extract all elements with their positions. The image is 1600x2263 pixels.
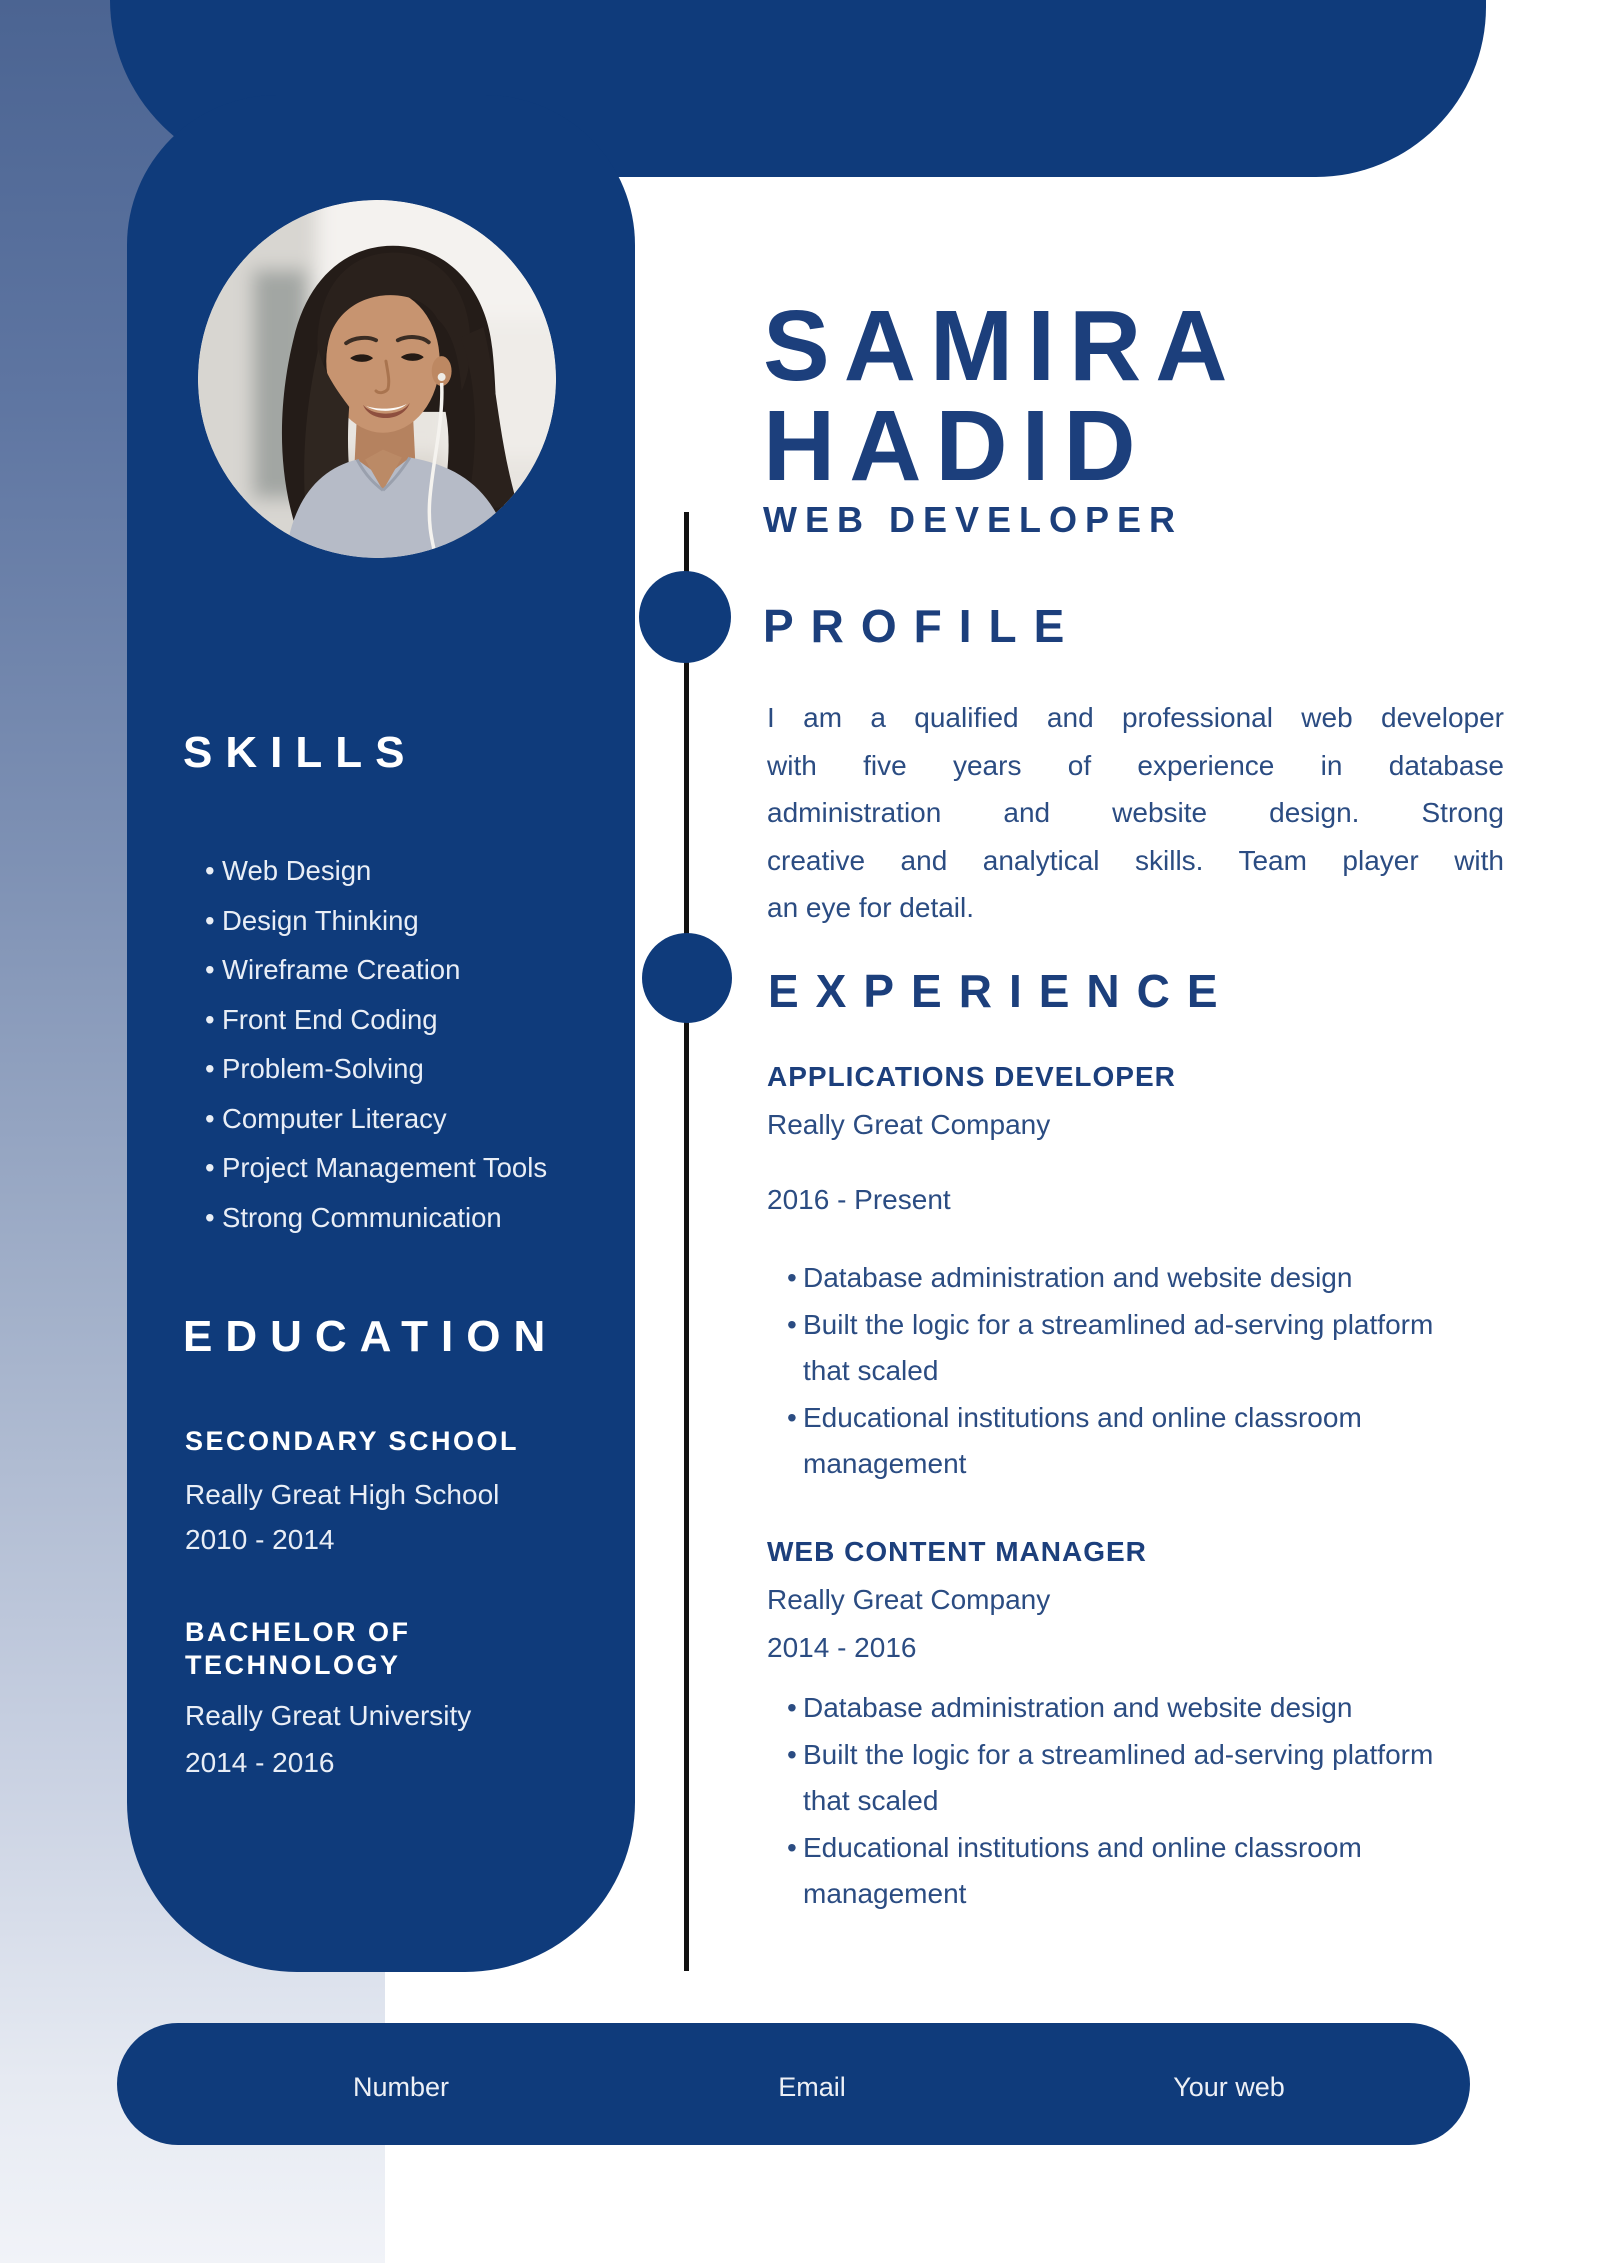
footer-number-label: Number [352,2072,450,2102]
skill-item: • Web Design [205,846,547,896]
job1-bullet: • Educational institutions and online classroom management [787,1395,1467,1488]
job-title: WEB DEVELOPER [763,499,1184,540]
education-heading: EDUCATION [183,1312,559,1361]
first-name: SAMIRA [763,290,1242,402]
profile-line: creative and analytical skills. Team player with [767,844,1504,876]
education1-school: Really Great High School [185,1479,500,1510]
education1-degree: SECONDARY SCHOOL [185,1426,520,1456]
job1-bullet: • Database administration and website design [787,1255,1467,1302]
job2-bullets [787,1685,1467,1918]
skill-item: • Front End Coding [205,995,547,1045]
skills-list [205,846,547,1242]
timeline-vertical-line [684,512,689,1971]
job1-dates: 2016 - Present [767,1184,951,1215]
profile-line: an eye for detail. [767,892,975,923]
job2-bullet: • Database administration and website design [787,1685,1467,1732]
skill-item: • Project Management Tools [205,1143,547,1193]
profile-line: I am a qualified and professional web developer [767,702,1504,733]
job2-title: WEB CONTENT MANAGER [767,1536,1147,1567]
skill-item: • Computer Literacy [205,1094,547,1144]
footer-email-label: Email [778,2072,846,2102]
timeline-dot-profile [639,571,731,663]
skill-item: • Strong Communication [205,1193,547,1243]
job1-bullets [787,1255,1467,1488]
profile-heading: PROFILE [763,600,1082,652]
experience-heading: EXPERIENCE [768,965,1235,1017]
education2-school: Really Great University [185,1700,472,1731]
profile-line: administration and website design. Strong [767,797,1504,828]
job2-dates: 2014 - 2016 [767,1632,917,1663]
job2-bullet: • Built the logic for a streamlined ad-serving platform that scaled [787,1732,1467,1825]
footer-web-label: Your web [1173,2072,1285,2102]
education2-dates: 2014 - 2016 [185,1747,335,1778]
skill-item: • Problem-Solving [205,1044,547,1094]
education1-dates: 2010 - 2014 [185,1524,335,1555]
profile-paragraph [767,694,1504,932]
job1-title: APPLICATIONS DEVELOPER [767,1061,1176,1092]
skill-item: • Design Thinking [205,896,547,946]
job2-company: Really Great Company [767,1584,1051,1615]
skill-item: • Wireframe Creation [205,945,547,995]
profile-line: with five years of experience in database [767,749,1504,781]
education2-degree: BACHELOR OF TECHNOLOGY [185,1617,411,1680]
job1-bullet: • Built the logic for a streamlined ad-serving platform that scaled [787,1302,1467,1395]
last-name: HADID [763,390,1150,502]
job1-company: Really Great Company [767,1109,1051,1140]
profile-photo-illustration [198,200,556,558]
job2-bullet: • Educational institutions and online classroom management [787,1825,1467,1918]
timeline-dot-experience [642,933,732,1023]
profile-photo [198,200,556,558]
skills-heading: SKILLS [183,728,418,777]
